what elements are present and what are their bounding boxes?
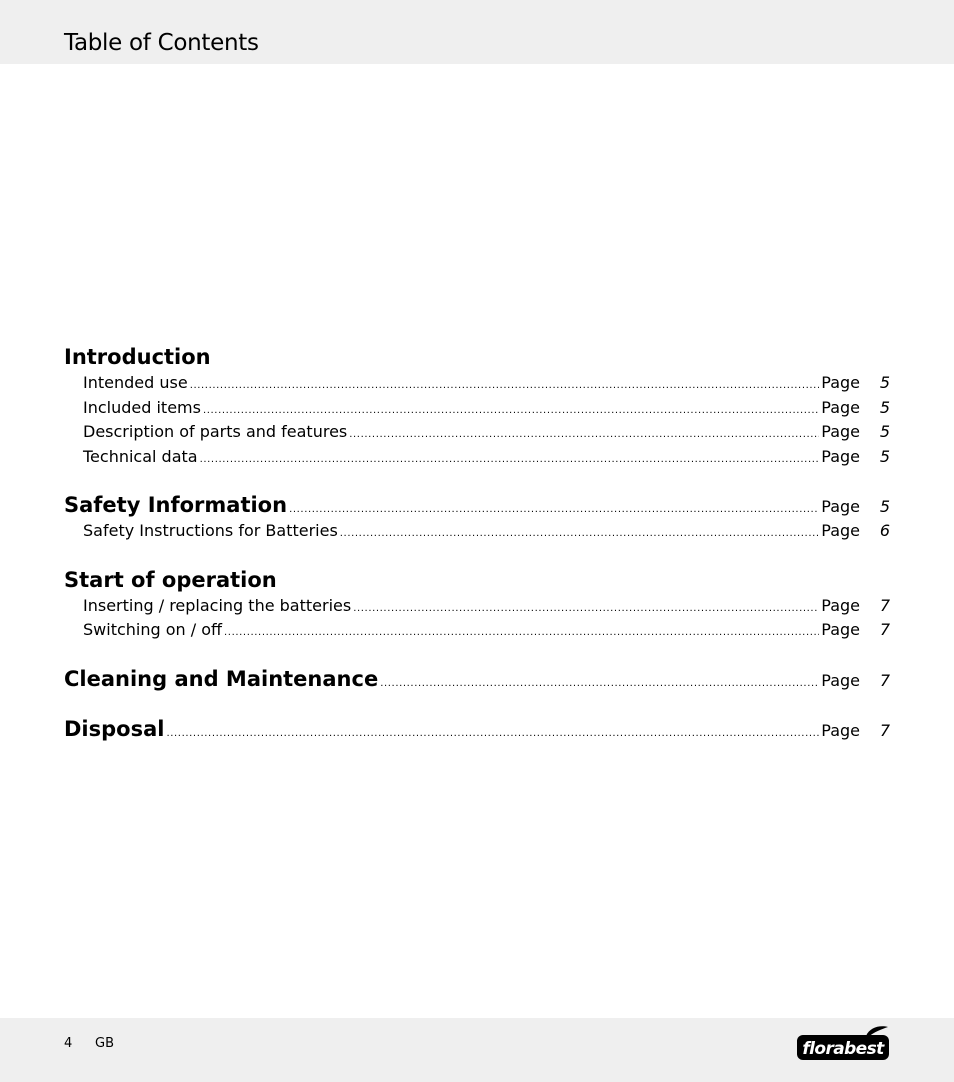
page-number: 5 — [879, 422, 890, 441]
footer-language-code: GB — [95, 1036, 114, 1051]
page-label: Page — [821, 670, 860, 690]
page-label: Page — [821, 720, 860, 740]
toc-entry[interactable] — [64, 396, 890, 421]
dot-leader — [200, 448, 820, 473]
page-label: Page — [821, 422, 860, 441]
toc-entry-title: Switching on / off — [83, 620, 223, 639]
dot-leader — [380, 670, 819, 698]
page-label: Page — [821, 373, 860, 392]
toc-section-heading-row[interactable] — [64, 665, 890, 693]
toc-section-start-of-operation — [64, 566, 890, 643]
toc-entry-title: Technical data — [83, 446, 198, 466]
florabest-logo — [796, 1024, 890, 1062]
page-number: 7 — [879, 670, 890, 690]
page-label: Page — [821, 595, 860, 615]
toc-entry[interactable] — [64, 594, 890, 619]
dot-leader — [340, 522, 819, 547]
page-number: 5 — [879, 497, 890, 516]
toc-section-heading: Introduction — [64, 345, 211, 369]
toc-entry-title: Inserting / replacing the batteries — [83, 595, 352, 615]
toc-section-heading: Cleaning and Maintenance — [64, 666, 379, 691]
toc-entry-title: Intended use — [83, 373, 188, 392]
dot-leader — [166, 720, 819, 748]
toc-entry[interactable] — [64, 618, 890, 643]
page-number: 7 — [879, 620, 890, 639]
table-of-contents — [64, 343, 890, 743]
toc-section-heading: Start of operation — [64, 567, 277, 592]
toc-section-disposal — [64, 715, 890, 743]
page-number: 5 — [879, 446, 890, 466]
page-label: Page — [821, 521, 860, 540]
toc-entry[interactable] — [64, 420, 890, 445]
toc-section-introduction — [64, 343, 890, 469]
dot-leader — [353, 597, 819, 622]
toc-section-heading: Disposal — [64, 716, 165, 741]
page-number: 5 — [879, 373, 890, 392]
dot-leader — [190, 374, 820, 399]
dot-leader — [289, 496, 819, 524]
page-number: 5 — [879, 397, 890, 417]
toc-section-heading-row[interactable] — [64, 715, 890, 743]
toc-section-safety-information — [64, 491, 890, 544]
toc-entry-title: Safety Instructions for Batteries — [83, 521, 338, 540]
dot-leader — [224, 621, 819, 646]
page-label: Page — [821, 620, 860, 639]
page-title: Table of Contents — [64, 30, 259, 56]
page-label: Page — [821, 397, 860, 417]
toc-section-heading-row[interactable] — [64, 491, 890, 519]
dot-leader — [349, 423, 819, 448]
page-number: 7 — [879, 595, 890, 615]
toc-entry-title: Description of parts and features — [83, 422, 348, 441]
toc-section-heading: Safety Information — [64, 493, 288, 517]
page-number: 6 — [879, 521, 890, 540]
toc-entry[interactable] — [64, 371, 890, 396]
toc-entry-title: Included items — [83, 397, 201, 417]
page-number: 7 — [879, 720, 890, 740]
toc-entry[interactable] — [64, 519, 890, 544]
page-label: Page — [821, 497, 860, 516]
page-label: Page — [821, 446, 860, 466]
toc-section-cleaning-and-maintenance — [64, 665, 890, 693]
footer-page-number: 4 — [64, 1036, 73, 1051]
logo-wordmark: florabest — [802, 1039, 884, 1059]
toc-entry[interactable] — [64, 445, 890, 470]
